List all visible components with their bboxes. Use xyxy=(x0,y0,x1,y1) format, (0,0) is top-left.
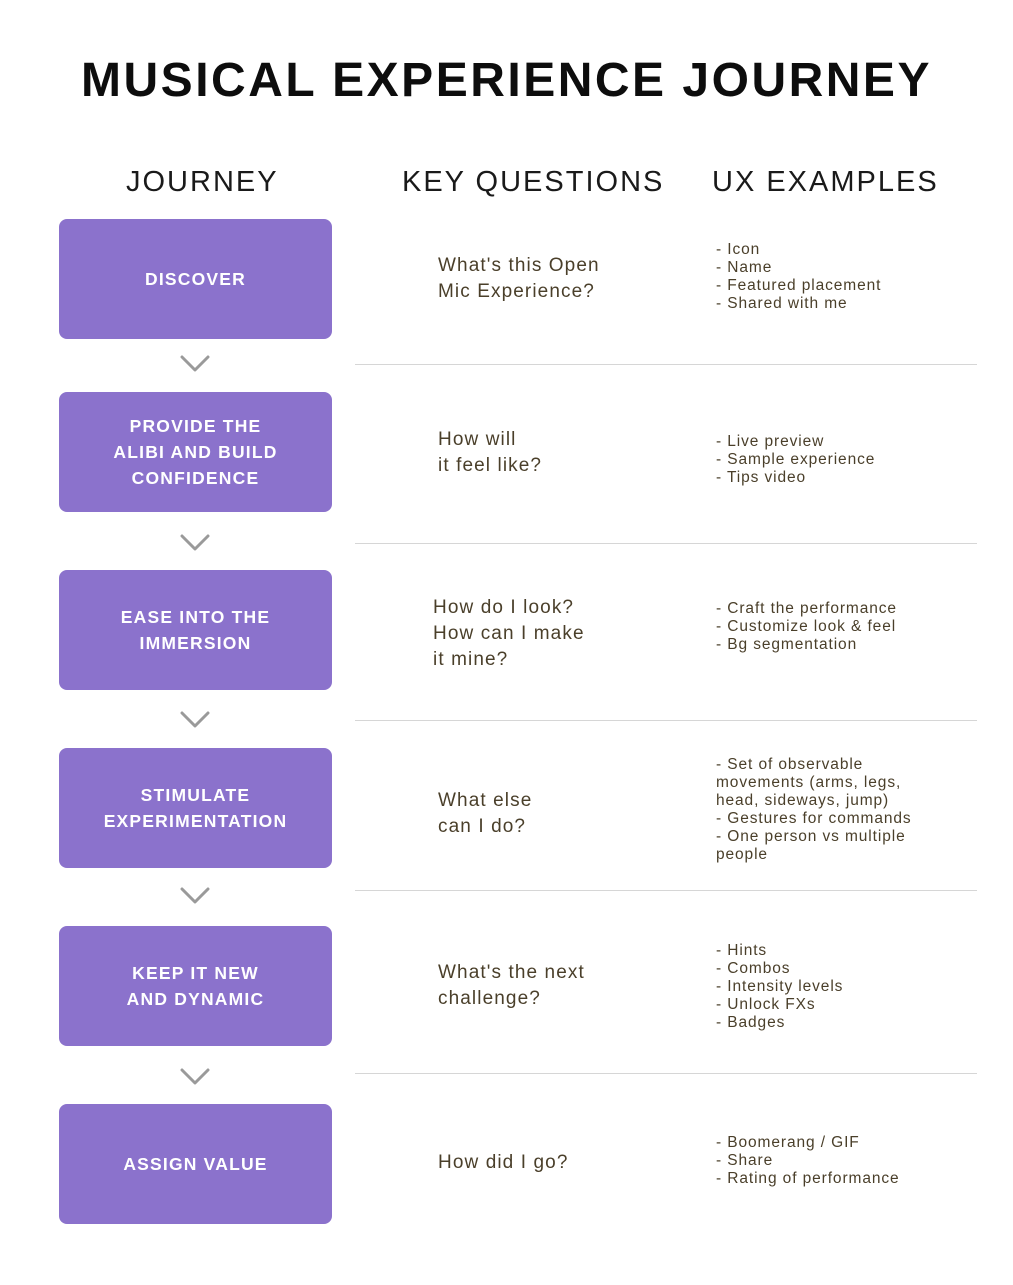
ux-example-item: - Icon xyxy=(716,241,761,258)
row-divider xyxy=(355,1073,977,1074)
ux-example-item: - Name xyxy=(716,259,773,276)
key-question: What else can I do? xyxy=(438,790,533,837)
ux-example-item: - Sample experience xyxy=(716,451,876,468)
journey-step-assign-value xyxy=(59,1104,332,1224)
column-header-key-questions: KEY QUESTIONS xyxy=(402,166,665,198)
ux-example-item: - Featured placement xyxy=(716,277,882,294)
ux-example-item: - Rating of performance xyxy=(716,1170,900,1187)
journey-step-stimulate-experimentation xyxy=(59,748,332,868)
journey-step-label: PROVIDE THE ALIBI AND BUILD CONFIDENCE xyxy=(113,416,278,488)
journey-step-provide-the-alibi xyxy=(59,392,332,512)
ux-example-item: - Share xyxy=(716,1152,774,1169)
ux-example-item: - Unlock FXs xyxy=(716,996,816,1013)
ux-example-item: - Gestures for commands xyxy=(716,810,912,827)
journey-step-label: KEEP IT NEW AND DYNAMIC xyxy=(126,963,265,1009)
journey-step-discover xyxy=(59,219,332,339)
row-divider xyxy=(355,890,977,891)
chevron-down-icon xyxy=(180,1068,210,1086)
ux-examples-list xyxy=(716,600,956,654)
ux-example-item: - Intensity levels xyxy=(716,978,844,995)
ux-example-item: - Bg segmentation xyxy=(716,636,858,653)
ux-example-item: - Combos xyxy=(716,960,791,977)
ux-example-item: - Shared with me xyxy=(716,295,848,312)
journey-step-label: STIMULATE EXPERIMENTATION xyxy=(103,785,288,831)
ux-example-item: - Tips video xyxy=(716,469,807,486)
journey-step-ease-into-immersion xyxy=(59,570,332,690)
ux-examples-list xyxy=(716,1134,956,1188)
ux-example-item: - Craft the performance xyxy=(716,600,897,617)
key-question: How did I go? xyxy=(438,1152,569,1173)
ux-example-item: - Live preview xyxy=(716,433,825,450)
ux-example-item: - Boomerang / GIF xyxy=(716,1134,860,1151)
key-question: How will it feel like? xyxy=(438,429,543,476)
journey-step-keep-it-new xyxy=(59,926,332,1046)
ux-examples-list xyxy=(716,942,956,1032)
row-divider xyxy=(355,720,977,721)
ux-example-item: - Set of observable xyxy=(716,756,864,773)
ux-examples-list xyxy=(716,241,956,313)
journey-step-label: DISCOVER xyxy=(144,269,246,289)
ux-example-item: people xyxy=(716,846,768,863)
ux-example-item: - Customize look & feel xyxy=(716,618,897,635)
ux-example-item: - Badges xyxy=(716,1014,786,1031)
chevron-down-icon xyxy=(180,534,210,552)
journey-step-label: EASE INTO THE IMMERSION xyxy=(120,607,271,653)
ux-examples-list xyxy=(716,433,956,487)
row-divider xyxy=(355,364,977,365)
ux-example-item: - Hints xyxy=(716,942,768,959)
ux-example-item: movements (arms, legs, xyxy=(716,774,902,791)
chevron-down-icon xyxy=(180,711,210,729)
column-header-ux-examples: UX EXAMPLES xyxy=(712,166,939,198)
ux-example-item: head, sideways, jump) xyxy=(716,792,890,809)
key-question: What's the next challenge? xyxy=(438,962,585,1009)
ux-examples-list xyxy=(716,756,956,864)
chevron-down-icon xyxy=(180,355,210,373)
key-question: How do I look? How can I make it mine? xyxy=(433,597,585,670)
page-title: MUSICAL EXPERIENCE JOURNEY xyxy=(81,54,932,107)
key-question: What's this Open Mic Experience? xyxy=(438,255,600,302)
journey-step-label: ASSIGN VALUE xyxy=(123,1154,268,1174)
column-header-journey: JOURNEY xyxy=(126,166,279,198)
ux-example-item: - One person vs multiple xyxy=(716,828,906,845)
chevron-down-icon xyxy=(180,887,210,905)
row-divider xyxy=(355,543,977,544)
